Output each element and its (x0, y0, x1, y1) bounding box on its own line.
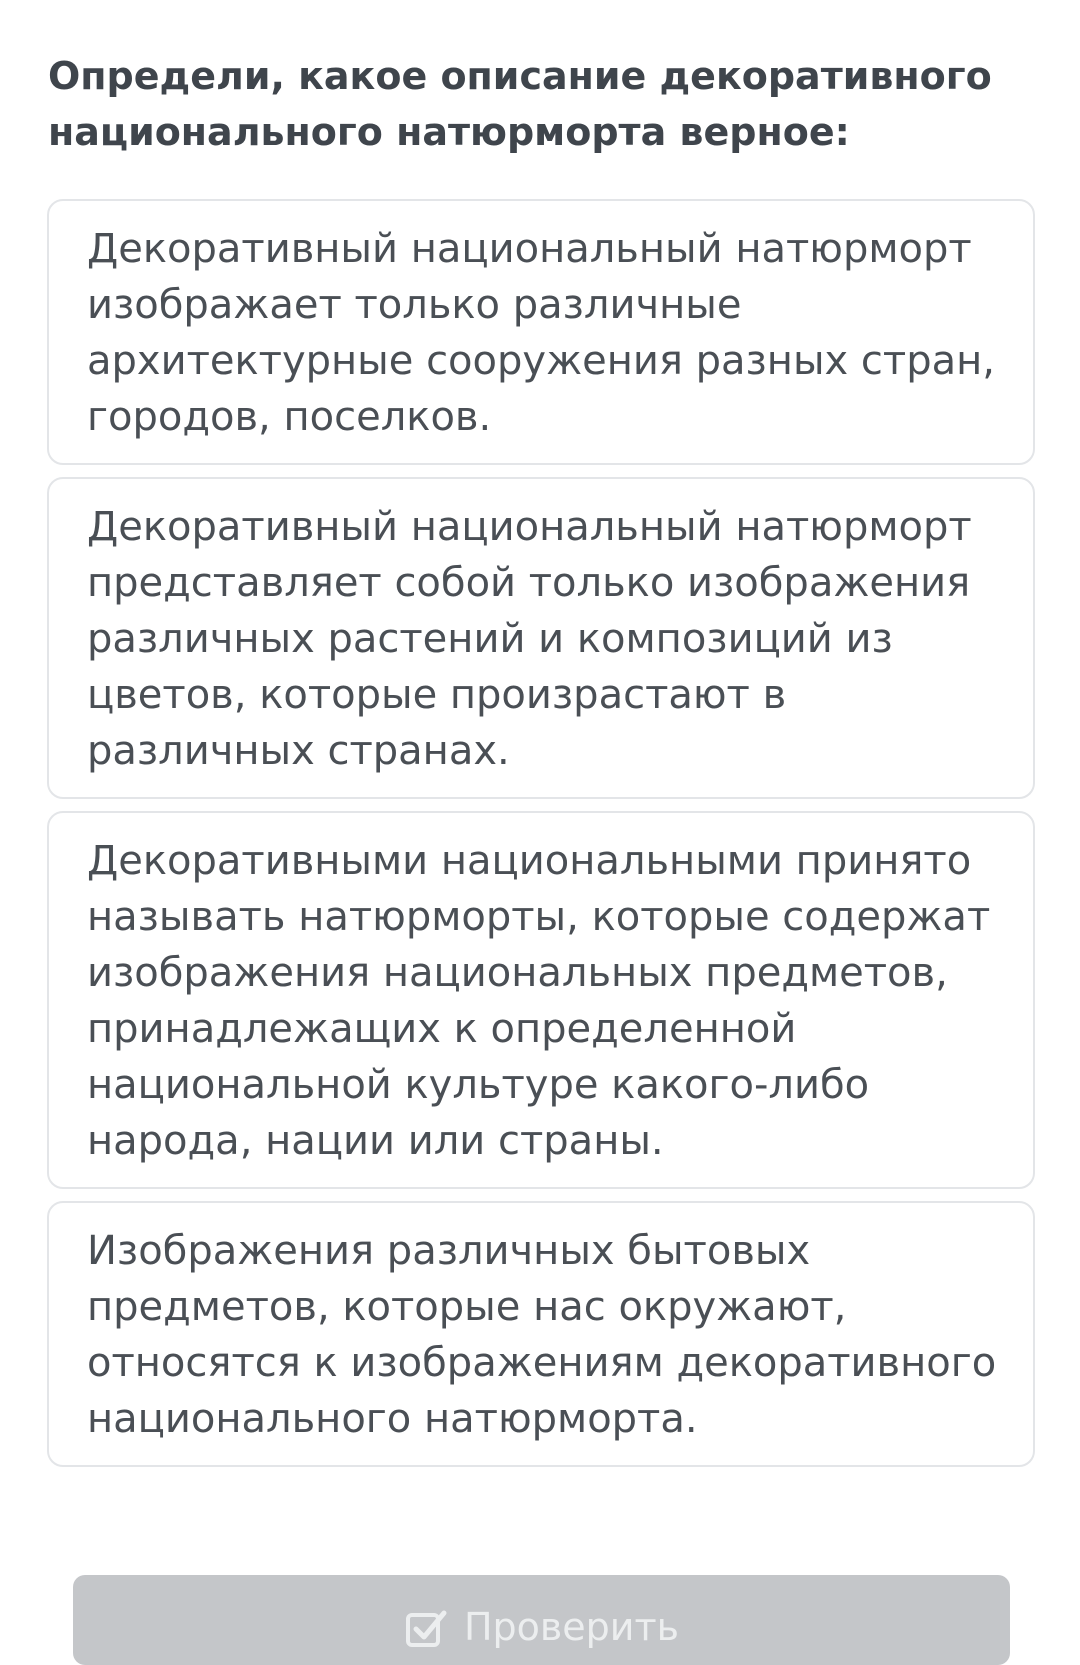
checkbox-icon (404, 1605, 450, 1660)
answer-option-4[interactable]: Изображения различных бытовых предметов, которые нас окружают, относятся к изображениям декоративного национального натюрморта. (47, 1201, 1035, 1467)
answer-option-2[interactable]: Декоративный национальный натюрморт представляет собой только изображения различных растений и композиций из цветов, которые произрастают в различных странах. (47, 477, 1035, 799)
answer-option-1[interactable]: Декоративный национальный натюрморт изображает только различные архитектурные сооружения разных стран, городов, поселков. (47, 199, 1035, 465)
answer-options (47, 199, 1035, 1479)
check-button-label: Проверить (463, 1605, 680, 1649)
answer-option-3[interactable]: Декоративными национальными принято называть натюрморты, которые содержат изображения национальных предметов, принадлежащих к определенной национальной культуре какого-либо народа, нации или страны. (47, 811, 1035, 1189)
question-title: Определи, какое описание декоративного национального натюрморта верное: (48, 54, 992, 154)
check-button[interactable] (73, 1575, 1010, 1665)
